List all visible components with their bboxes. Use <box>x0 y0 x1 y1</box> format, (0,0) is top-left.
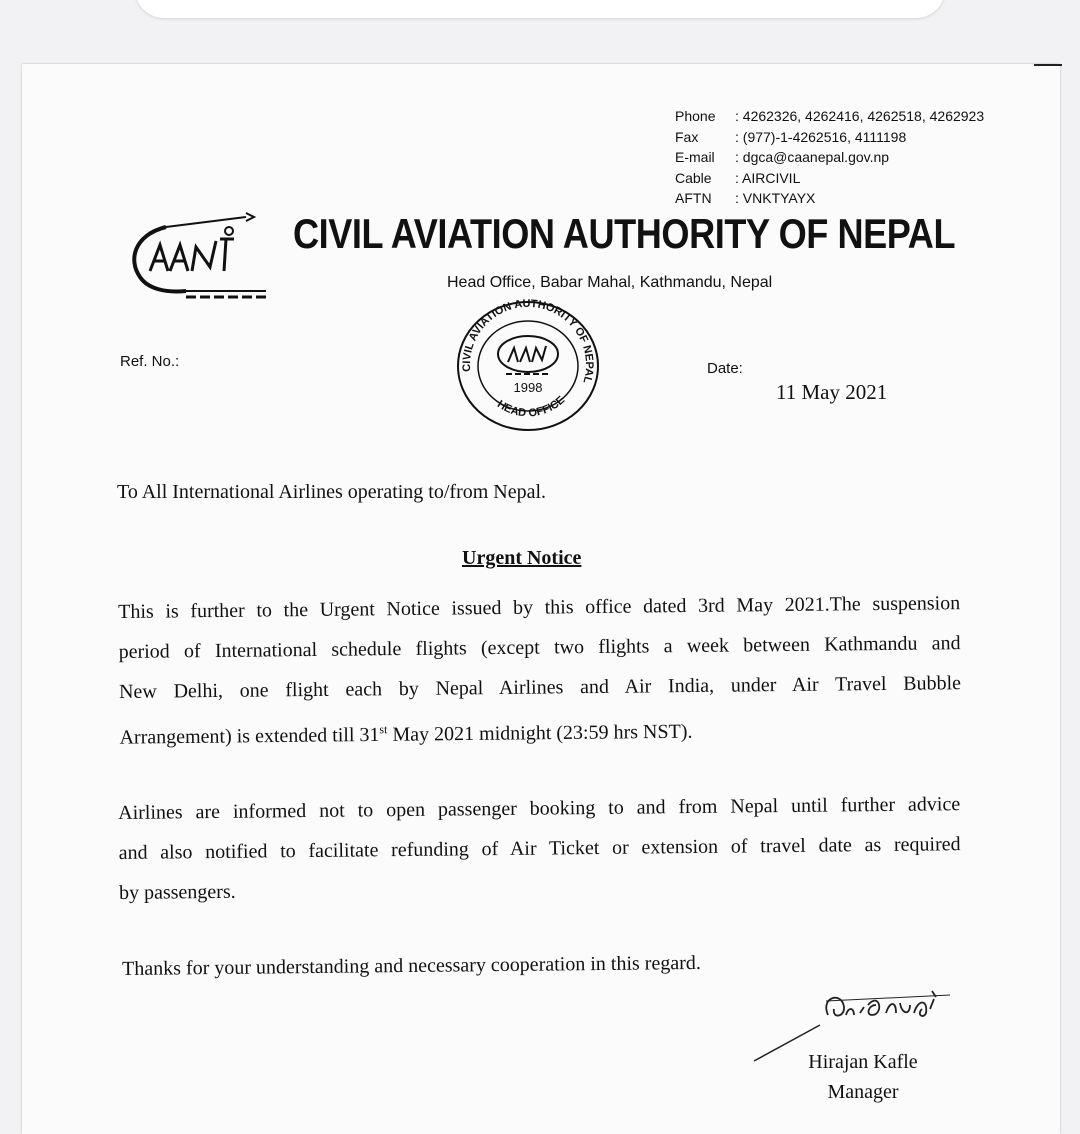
date-label: Date: <box>707 360 743 377</box>
signatory-name: Hirajan Kafle <box>808 1051 918 1073</box>
signatory-block <box>808 1047 918 1107</box>
notice-subject: Urgent Notice <box>462 547 582 569</box>
contact-email <box>675 147 984 168</box>
search-bar-card[interactable] <box>135 0 945 18</box>
paragraph-line: Airlines are informed not to open passenger booking to and from Nepal until further advice <box>118 793 961 824</box>
recipient-line: To All International Airlines operating to/from Nepal. <box>117 481 547 503</box>
contact-block <box>675 106 984 209</box>
contact-label: Phone <box>675 108 716 124</box>
contact-value: : dgca@caanepal.gov.np <box>735 149 890 165</box>
organization-title: CIVIL AVIATION AUTHORITY OF NEPAL <box>293 210 956 257</box>
contact-value: : (977)-1-4262516, 4111198 <box>735 128 907 145</box>
contact-label: Fax <box>675 128 699 145</box>
date-value: 11 May 2021 <box>776 380 888 404</box>
contact-label: E-mail <box>675 149 715 165</box>
ordinal-suffix: st <box>379 722 388 737</box>
contact-phone <box>675 106 984 127</box>
contact-label: Cable <box>675 169 712 186</box>
line-text: Arrangement) is extended till 31 <box>119 723 380 749</box>
reference-number-label: Ref. No.: <box>120 353 180 370</box>
caan-logo-icon <box>126 205 278 305</box>
paragraph-line: by passengers. <box>118 880 236 904</box>
paragraph-line: and also notified to facilitate refunding of Air Ticket or extension of travel date as required <box>118 833 961 864</box>
contact-aftn <box>675 188 984 209</box>
contact-value: : 4262326, 4262416, 4262518, 4262923 <box>735 108 985 124</box>
contact-cable <box>675 168 984 189</box>
svg-text:1998: 1998 <box>513 380 543 395</box>
closing-line: Thanks for your understanding and necessary cooperation in this regard. <box>122 951 701 980</box>
contact-label: AFTN <box>675 190 712 206</box>
page-edge-mark <box>1034 64 1062 66</box>
notice-paragraph-2 <box>118 784 961 913</box>
official-seal-stamp <box>452 292 604 432</box>
contact-value: : AIRCIVIL <box>735 169 801 186</box>
head-office-address: Head Office, Babar Mahal, Kathmandu, Nepal <box>447 274 773 291</box>
paragraph-line: New Delhi, one flight each by Nepal Airlines and Air India, under Air Travel Bubble <box>118 672 962 703</box>
paragraph-line: This is further to the Urgent Notice issued by this office dated 3rd May 2021.The suspension <box>118 592 961 623</box>
paragraph-line: period of International schedule flights (except two flights a week between Kathmandu and <box>118 632 961 663</box>
svg-text:CIVIL AVIATION AUTHORITY OF NE: CIVIL AVIATION AUTHORITY OF NEPAL <box>460 297 596 385</box>
contact-fax <box>675 127 984 148</box>
line-text: May 2021 midnight (23:59 hrs NST). <box>387 720 693 746</box>
svg-text:HEAD OFFICE: HEAD OFFICE <box>494 394 568 420</box>
notice-paragraph-1 <box>118 583 962 752</box>
contact-value: : VNKTYAYX <box>735 190 816 206</box>
signatory-title: Manager <box>827 1081 899 1103</box>
